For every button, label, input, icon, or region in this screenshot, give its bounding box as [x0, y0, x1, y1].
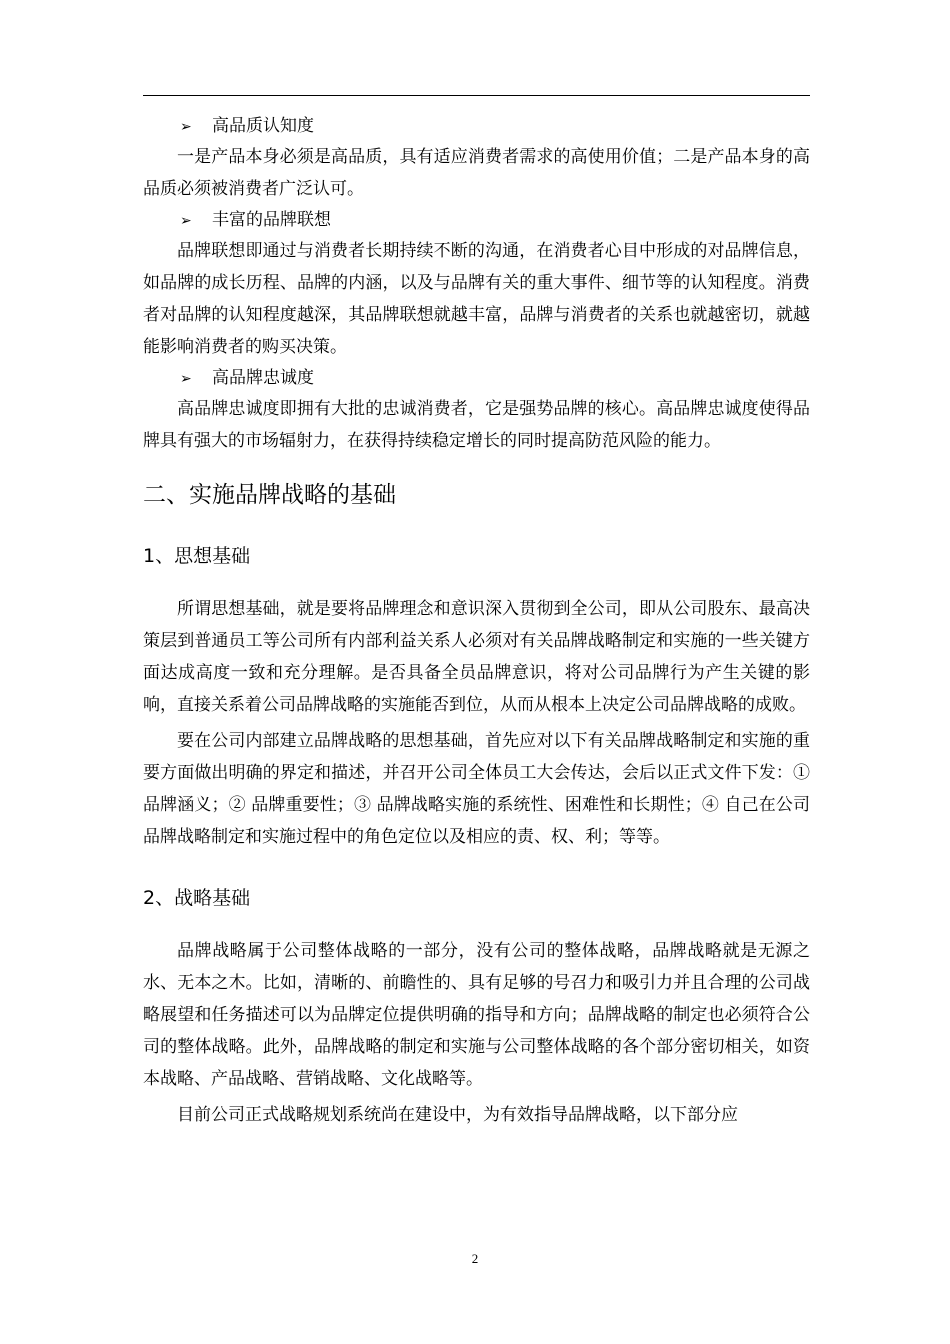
paragraph: 品牌联想即通过与消费者长期持续不断的沟通，在消费者心目中形成的对品牌信息，如品牌的成长历程、品牌的内涵，以及与品牌有关的重大事件、细节等的认知程度。消费者对品牌的认知程度越深，其品牌联想就越丰富，品牌与消费者的关系也就越密切，就越能影响消费者的购买决策。 — [143, 241, 810, 357]
paragraph: 品牌战略属于公司整体战略的一部分，没有公司的整体战略，品牌战略就是无源之水、无本之木。比如，清晰的、前瞻性的、具有足够的号召力和吸引力并且合理的公司战略展望和任务描述可以为品牌定位提供明确的指导和方向；品牌战略的制定也必须符合公司的整体战略。此外，品牌战略的制定和实施与公司整体战略的各个部分密切相关，如资本战略、产品战略、营销战略、文化战略等。 — [143, 941, 810, 1089]
bullet-item — [143, 363, 810, 393]
paragraph: 所谓思想基础，就是要将品牌理念和意识深入贯彻到全公司，即从公司股东、最高决策层到普通员工等公司所有内部利益关系人必须对有关品牌战略制定和实施的一些关键方面达成高度一致和充分理解。是否具备全员品牌意识，将对公司品牌行为产生关键的影响，直接关系着公司品牌战略的实施能否到位，从而从根本上决定公司品牌战略的成败。 — [143, 599, 810, 715]
page-number: 2 — [471, 1251, 479, 1266]
page-content — [143, 111, 810, 1131]
bullet-text: 丰富的品牌联想 — [212, 210, 331, 230]
paragraph: 一是产品本身必须是高品质，具有适应消费者需求的高使用价值；二是产品本身的高品质必须被消费者广泛认可。 — [143, 147, 810, 199]
subsection-heading: 1、思想基础 — [143, 545, 251, 567]
bullet-item — [143, 205, 810, 235]
paragraph: 高品牌忠诚度即拥有大批的忠诚消费者，它是强势品牌的核心。高品牌忠诚度使得品牌具有强大的市场辐射力，在获得持续稳定增长的同时提高防范风险的能力。 — [143, 399, 810, 451]
arrow-bullet-icon: ➢ — [180, 119, 192, 135]
bullet-text: 高品牌忠诚度 — [212, 368, 314, 388]
arrow-bullet-icon: ➢ — [180, 213, 192, 229]
bullet-text: 高品质认知度 — [212, 116, 314, 136]
paragraph: 要在公司内部建立品牌战略的思想基础，首先应对以下有关品牌战略制定和实施的重要方面做出明确的界定和描述，并召开公司全体员工大会传达，会后以正式文件下发：① 品牌涵义；② 品牌重要性；③ 品牌战略实施的系统性、困难性和长期性；④ 自己在公司品牌战略制定和实施过程中的角色定位以及相应的责、权、利；等等。 — [143, 731, 810, 847]
paragraph: 目前公司正式战略规划系统尚在建设中，为有效指导品牌战略，以下部分应 — [177, 1105, 738, 1125]
arrow-bullet-icon: ➢ — [180, 371, 192, 387]
subsection-heading: 2、战略基础 — [143, 887, 251, 909]
section-heading: 二、实施品牌战略的基础 — [143, 482, 396, 508]
header-rule — [143, 95, 810, 96]
bullet-item — [143, 111, 810, 141]
